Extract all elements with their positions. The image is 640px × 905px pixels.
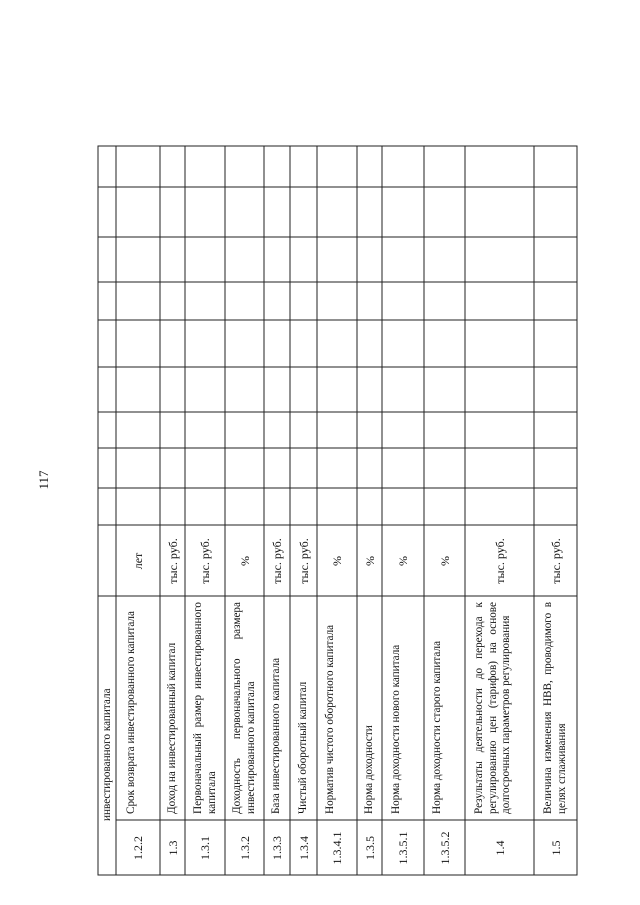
row-unit: тыс. руб.: [270, 537, 284, 584]
row-code: 1.3: [165, 840, 180, 855]
table-row: [534, 146, 577, 875]
row-code: 1.3.3: [270, 835, 284, 860]
row-unit: тыс. руб.: [198, 537, 212, 584]
table-row: [225, 146, 264, 875]
row-name: Результаты деятельности до перехода к регулированию цен (тарифов) на основе долгосрочных параметров регулирования: [472, 602, 512, 814]
row-unit: лет: [131, 552, 145, 569]
row-code: 1.3.5.1: [396, 831, 410, 864]
row-name: Норма доходности: [362, 725, 375, 814]
table-row: [116, 146, 160, 875]
row-unit: %: [396, 555, 410, 566]
row-name: Величина изменения НВВ, проводимого в целях сглаживания: [542, 602, 568, 814]
row-unit: тыс. руб.: [296, 537, 311, 584]
row-name: Первоначальный размер инвестированного капитала: [191, 602, 217, 814]
row-name: Срок возврата инвестированного капитала: [124, 611, 137, 814]
row-unit: тыс. руб.: [492, 537, 507, 584]
row-name: Норма доходности нового капитала: [389, 644, 402, 814]
row-code: 1.5: [548, 840, 563, 855]
row-unit: тыс. руб.: [548, 537, 563, 584]
row-unit: %: [237, 555, 252, 566]
table-row-continuation: [98, 596, 116, 875]
table-row: [185, 146, 225, 875]
row-unit: %: [362, 555, 377, 566]
row-code: 1.3.4.1: [330, 831, 344, 864]
row-code: 1.4: [492, 840, 507, 855]
table-row: [357, 146, 382, 875]
page-number: 117: [36, 470, 51, 490]
table-row: [160, 146, 185, 875]
row-code: 1.3.2: [237, 835, 252, 860]
row-name: Доход на инвестированный капитал: [165, 642, 178, 814]
row-unit: тыс. руб.: [165, 537, 180, 584]
row-name: Норма доходности старого капитала: [431, 640, 443, 814]
row-code: 1.3.1: [198, 835, 212, 860]
row-code: 1.2.2: [131, 835, 145, 860]
row-code: 1.3.4: [296, 835, 311, 860]
table-row: [290, 146, 317, 875]
continuation-name: инвестированного капитала: [101, 688, 113, 821]
row-code: 1.3.5: [362, 835, 377, 860]
row-unit: %: [437, 555, 452, 566]
row-unit: %: [330, 555, 344, 566]
row-code: 1.3.5.2: [437, 831, 452, 864]
table-row: [317, 146, 357, 875]
table-row: [465, 146, 534, 875]
table-row: [424, 146, 465, 875]
row-name: Чистый оборотный капитал: [296, 681, 309, 814]
row-name: Доходность первоначального размера инвестированного капитала: [231, 602, 257, 814]
row-name: База инвестированного капитала: [270, 657, 283, 814]
table-row: [382, 146, 424, 875]
row-name: Норматив чистого оборотного капитала: [323, 624, 336, 814]
table-row: [264, 146, 290, 875]
